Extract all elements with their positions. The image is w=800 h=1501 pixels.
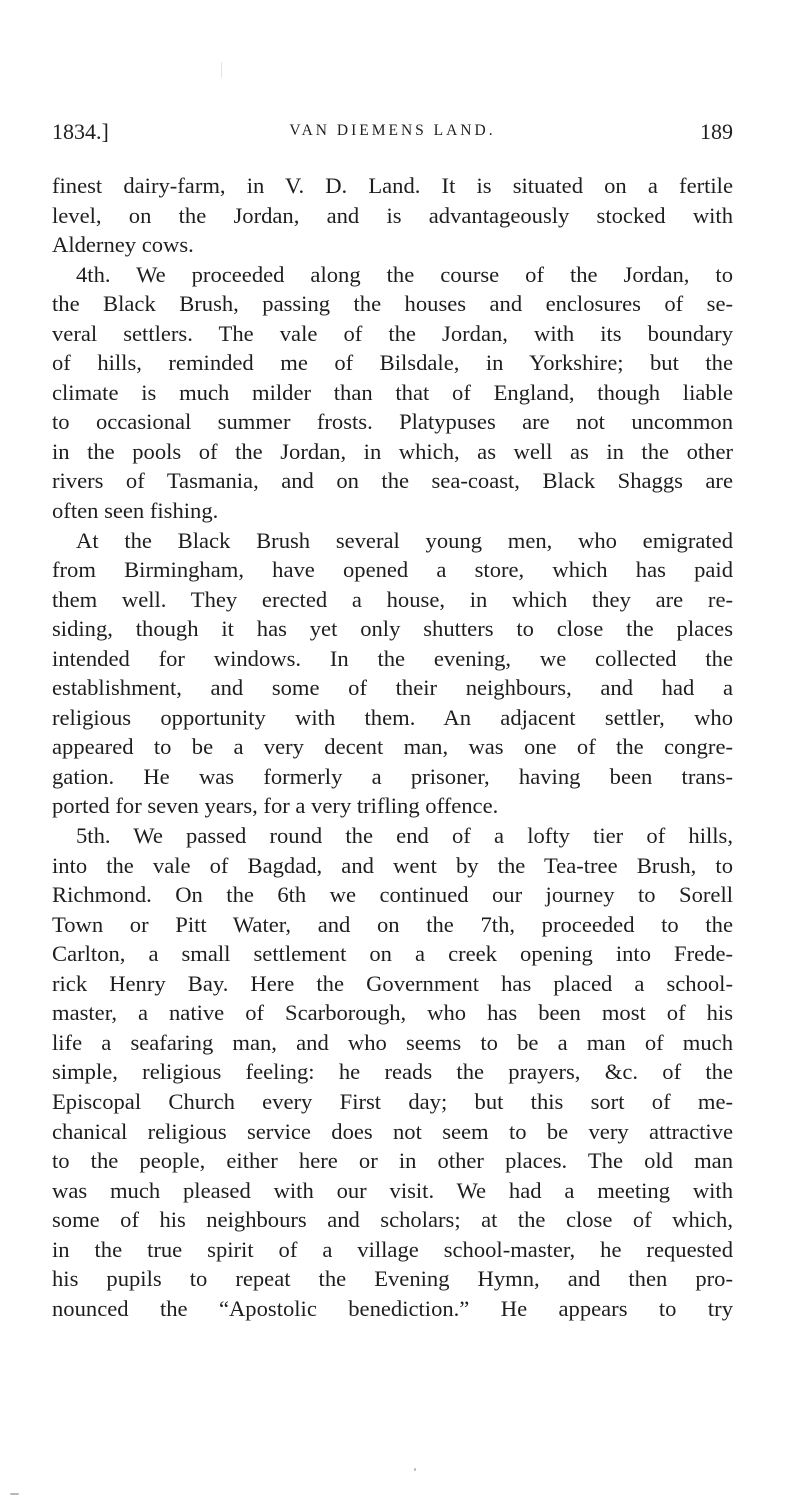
body-text (52, 171, 733, 1323)
text-line: Richmond. On the 6th we continued our journey to Sorell (52, 882, 733, 908)
text-line: climate is much milder than that of England, though liable (52, 379, 733, 405)
text-line: Episcopal Church every First day; but this sort of me- (52, 1088, 733, 1114)
text-line: to occasional summer frosts. Platypuses are not uncommon (52, 409, 733, 435)
text-line: level, on the Jordan, and is advantageously stocked with (52, 202, 733, 228)
text-line: life a seafaring man, and who seems to be a man of much (52, 1029, 733, 1055)
text-line: in the true spirit of a village school-master, he requested (52, 1236, 733, 1262)
running-head-title: VAN DIEMENS LAND. (289, 122, 496, 139)
text-line: his pupils to repeat the Evening Hymn, and then pro- (52, 1266, 733, 1292)
text-line: rick Henry Bay. Here the Government has placed a school- (52, 970, 733, 996)
text-line: rivers of Tasmania, and on the sea-coast, Black Shaggs are (52, 468, 733, 494)
text-line: was much pleased with our visit. We had a meeting with (52, 1177, 733, 1203)
text-line: Carlton, a small settlement on a creek opening into Frede- (52, 941, 733, 967)
text-line: 4th. We proceeded along the course of the Jordan, to (76, 261, 733, 287)
text-line: gation. He was formerly a prisoner, having been trans- (52, 763, 733, 789)
text-line: siding, though it has yet only shutters to close the places (52, 616, 733, 642)
text-line: ported for seven years, for a very trifling offence. (52, 793, 499, 819)
text-line: 5th. We passed round the end of a lofty tier of hills, (76, 823, 733, 849)
text-line: Town or Pitt Water, and on the 7th, proceeded to the (52, 911, 733, 937)
text-line: of hills, reminded me of Bilsdale, in Yorkshire; but the (52, 350, 733, 376)
text-line: finest dairy-farm, in V. D. Land. It is situated on a fertile (52, 173, 733, 198)
text-line: appeared to be a very decent man, was one of the congre- (52, 734, 733, 760)
text-line: veral settlers. The vale of the Jordan, with its boundary (52, 320, 733, 346)
text-line: often seen fishing. (52, 498, 219, 524)
text-line: simple, religious feeling: he reads the prayers, &c. of the (52, 1059, 733, 1085)
text-line: chanical religious service does not seem to be very attractive (52, 1118, 733, 1144)
text-line: nounced the “Apostolic benediction.” He appears to try (52, 1295, 733, 1321)
text-line: religious opportunity with them. An adjacent settler, who (52, 704, 733, 730)
text-line: Alderney cows. (52, 232, 194, 258)
scan-speck (10, 1493, 19, 1495)
scan-speck (414, 1468, 416, 1471)
text-line: establishment, and some of their neighbours, and had a (52, 675, 733, 701)
running-head-year: 1834.] (52, 119, 109, 144)
text-line: master, a native of Scarborough, who has been most of his (52, 1000, 733, 1026)
text-line: to the people, either here or in other places. The old man (52, 1148, 733, 1174)
text-line: in the pools of the Jordan, in which, as well as in the other (52, 438, 733, 464)
text-line: At the Black Brush several young men, who emigrated (76, 527, 733, 553)
text-line: some of his neighbours and scholars; at the close of which, (52, 1207, 733, 1233)
scan-speck (221, 62, 222, 78)
text-line: them well. They erected a house, in which they are re- (52, 586, 733, 612)
page-number: 189 (700, 119, 733, 144)
text-line: the Black Brush, passing the houses and enclosures of se- (52, 291, 733, 317)
running-head (52, 119, 733, 151)
text-line: from Birmingham, have opened a store, which has paid (52, 557, 733, 583)
text-line: intended for windows. In the evening, we collected the (52, 645, 733, 671)
text-line: into the vale of Bagdad, and went by the Tea-tree Brush, to (52, 852, 733, 878)
